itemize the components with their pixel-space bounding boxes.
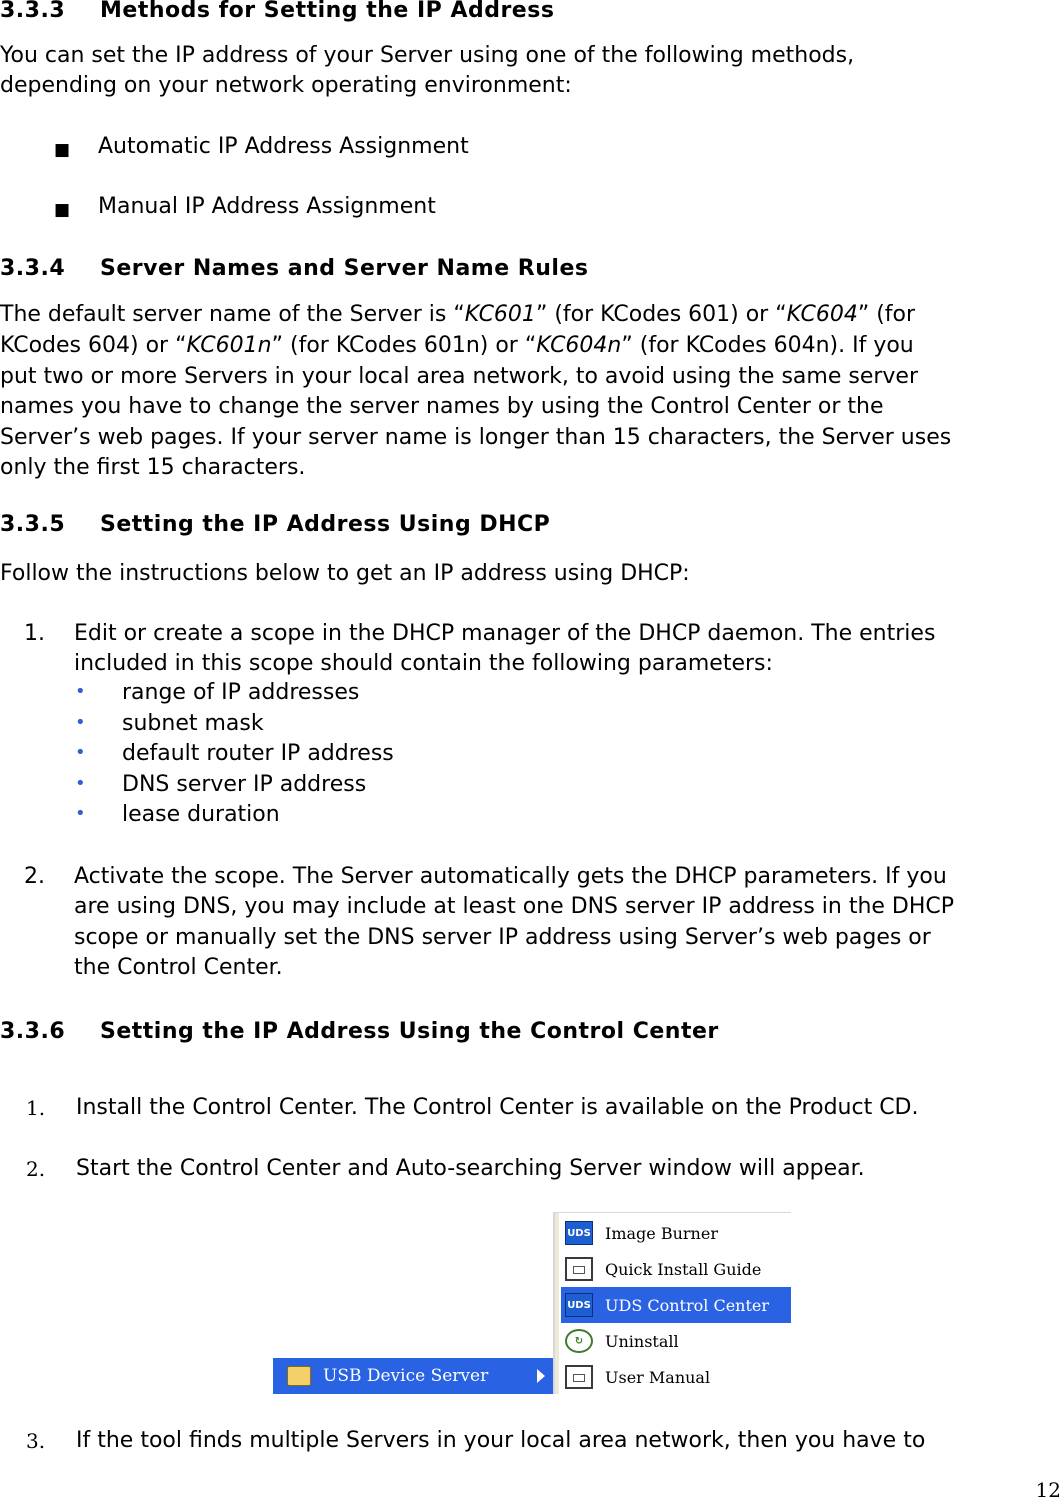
- menu-item-label: USB Device Server: [323, 1366, 489, 1386]
- menu-item-label: Uninstall: [605, 1331, 679, 1351]
- menu-item-image-burner[interactable]: [561, 1215, 791, 1251]
- menu-item-label: Image Burner: [605, 1223, 718, 1243]
- text-run: The default server name of the Server is “: [0, 302, 465, 327]
- section-title: Setting the IP Address Using the Control Center: [100, 1019, 719, 1044]
- server-name: KC604: [786, 302, 858, 327]
- server-name: KC601: [464, 302, 536, 327]
- menu-gutter: [555, 1213, 559, 1394]
- list-item: range of IP addresses: [122, 680, 360, 705]
- menu-item-uninstall[interactable]: [561, 1323, 791, 1359]
- menu-item-uds-control-center[interactable]: [561, 1287, 791, 1323]
- paragraph-line: [0, 331, 914, 362]
- paragraph-line: the Control Center.: [74, 955, 283, 980]
- square-bullet-icon: ■: [54, 140, 71, 160]
- step-number: 1.: [26, 1096, 46, 1120]
- list-item: Manual IP Address Assignment: [98, 194, 436, 219]
- heading-3-3-4: [0, 256, 588, 281]
- paragraph-line: Server’s web pages. If your server name is longer than 15 characters, the Server uses: [0, 425, 952, 450]
- start-menu-screenshot: [273, 1212, 793, 1394]
- text-run: ” (for: [857, 302, 916, 327]
- text-run: ” (for KCodes 601n) or “: [271, 333, 537, 358]
- menu-item-label: Quick Install Guide: [605, 1259, 762, 1279]
- heading-3-3-5: [0, 512, 550, 537]
- paragraph-line: are using DNS, you may include at least one DNS server IP address in the DHCP: [74, 894, 955, 919]
- page-number: 12: [1035, 1478, 1061, 1502]
- paragraph-line: Install the Control Center. The Control Center is available on the Product CD.: [76, 1095, 919, 1120]
- step-number: 1.: [24, 621, 45, 646]
- text-run: KCodes 604) or “: [0, 333, 187, 358]
- bullet-dot-icon: •: [75, 742, 86, 763]
- bullet-dot-icon: •: [75, 773, 86, 794]
- text-run: ” (for KCodes 601) or “: [535, 302, 787, 327]
- section-number: 3.3.4: [0, 256, 66, 281]
- paragraph-line: Follow the instructions below to get an IP address using DHCP:: [0, 561, 690, 586]
- list-item: default router IP address: [122, 741, 394, 766]
- list-item: subnet mask: [122, 711, 264, 736]
- section-number: 3.3.5: [0, 512, 66, 537]
- section-number: 3.3.6: [0, 1019, 66, 1044]
- list-item: Automatic IP Address Assignment: [98, 134, 469, 159]
- step-number: 2.: [26, 1157, 46, 1181]
- section-title: Methods for Setting the IP Address: [100, 0, 555, 23]
- paragraph-line: Activate the scope. The Server automatically gets the DHCP parameters. If you: [74, 864, 947, 889]
- uds-icon: UDS: [565, 1293, 593, 1317]
- folder-icon: [287, 1366, 311, 1386]
- paragraph-line: put two or more Servers in your local area network, to avoid using the same server: [0, 364, 918, 389]
- heading-3-3-3: [0, 0, 554, 23]
- paragraph-line: scope or manually set the DNS server IP address using Server’s web pages or: [74, 925, 931, 950]
- paragraph-line: You can set the IP address of your Server using one of the following methods,: [0, 43, 855, 68]
- server-name: KC604n: [536, 333, 622, 358]
- square-bullet-icon: ■: [54, 200, 71, 220]
- paragraph-line: names you have to change the server names by using the Control Center or the: [0, 394, 884, 419]
- menu-item-label: UDS Control Center: [605, 1295, 770, 1315]
- paragraph-line: Start the Control Center and Auto-searching Server window will appear.: [76, 1156, 865, 1181]
- uninstall-icon: ↻: [565, 1329, 593, 1353]
- bullet-dot-icon: •: [75, 803, 86, 824]
- document-icon: [565, 1257, 593, 1281]
- submenu-arrow-icon: [537, 1369, 545, 1383]
- menu-item-user-manual[interactable]: [561, 1359, 791, 1395]
- list-item: DNS server IP address: [122, 772, 367, 797]
- paragraph-line: [0, 300, 915, 331]
- uds-icon: UDS: [565, 1221, 593, 1245]
- section-title: Setting the IP Address Using DHCP: [100, 512, 551, 537]
- paragraph-line: only the first 15 characters.: [0, 455, 306, 480]
- step-number: 3.: [26, 1429, 46, 1453]
- document-icon: [565, 1365, 593, 1389]
- menu-item-label: User Manual: [605, 1367, 711, 1387]
- section-title: Server Names and Server Name Rules: [100, 256, 589, 281]
- menu-item-quick-install-guide[interactable]: [561, 1251, 791, 1287]
- paragraph-line: Edit or create a scope in the DHCP manager of the DHCP daemon. The entries: [74, 621, 936, 646]
- bullet-dot-icon: •: [75, 712, 86, 733]
- section-number: 3.3.3: [0, 0, 66, 23]
- submenu: [553, 1212, 791, 1394]
- bullet-dot-icon: •: [75, 681, 86, 702]
- server-name: KC601n: [186, 333, 272, 358]
- paragraph-line: If the tool finds multiple Servers in your local area network, then you have to: [76, 1428, 926, 1453]
- text-run: ” (for KCodes 604n). If you: [621, 333, 914, 358]
- paragraph-line: included in this scope should contain the following parameters:: [74, 651, 773, 676]
- paragraph-line: depending on your network operating environment:: [0, 73, 572, 98]
- usb-device-server-menu-item[interactable]: [273, 1358, 553, 1394]
- step-number: 2.: [24, 864, 45, 889]
- heading-3-3-6: [0, 1019, 719, 1044]
- list-item: lease duration: [122, 802, 280, 827]
